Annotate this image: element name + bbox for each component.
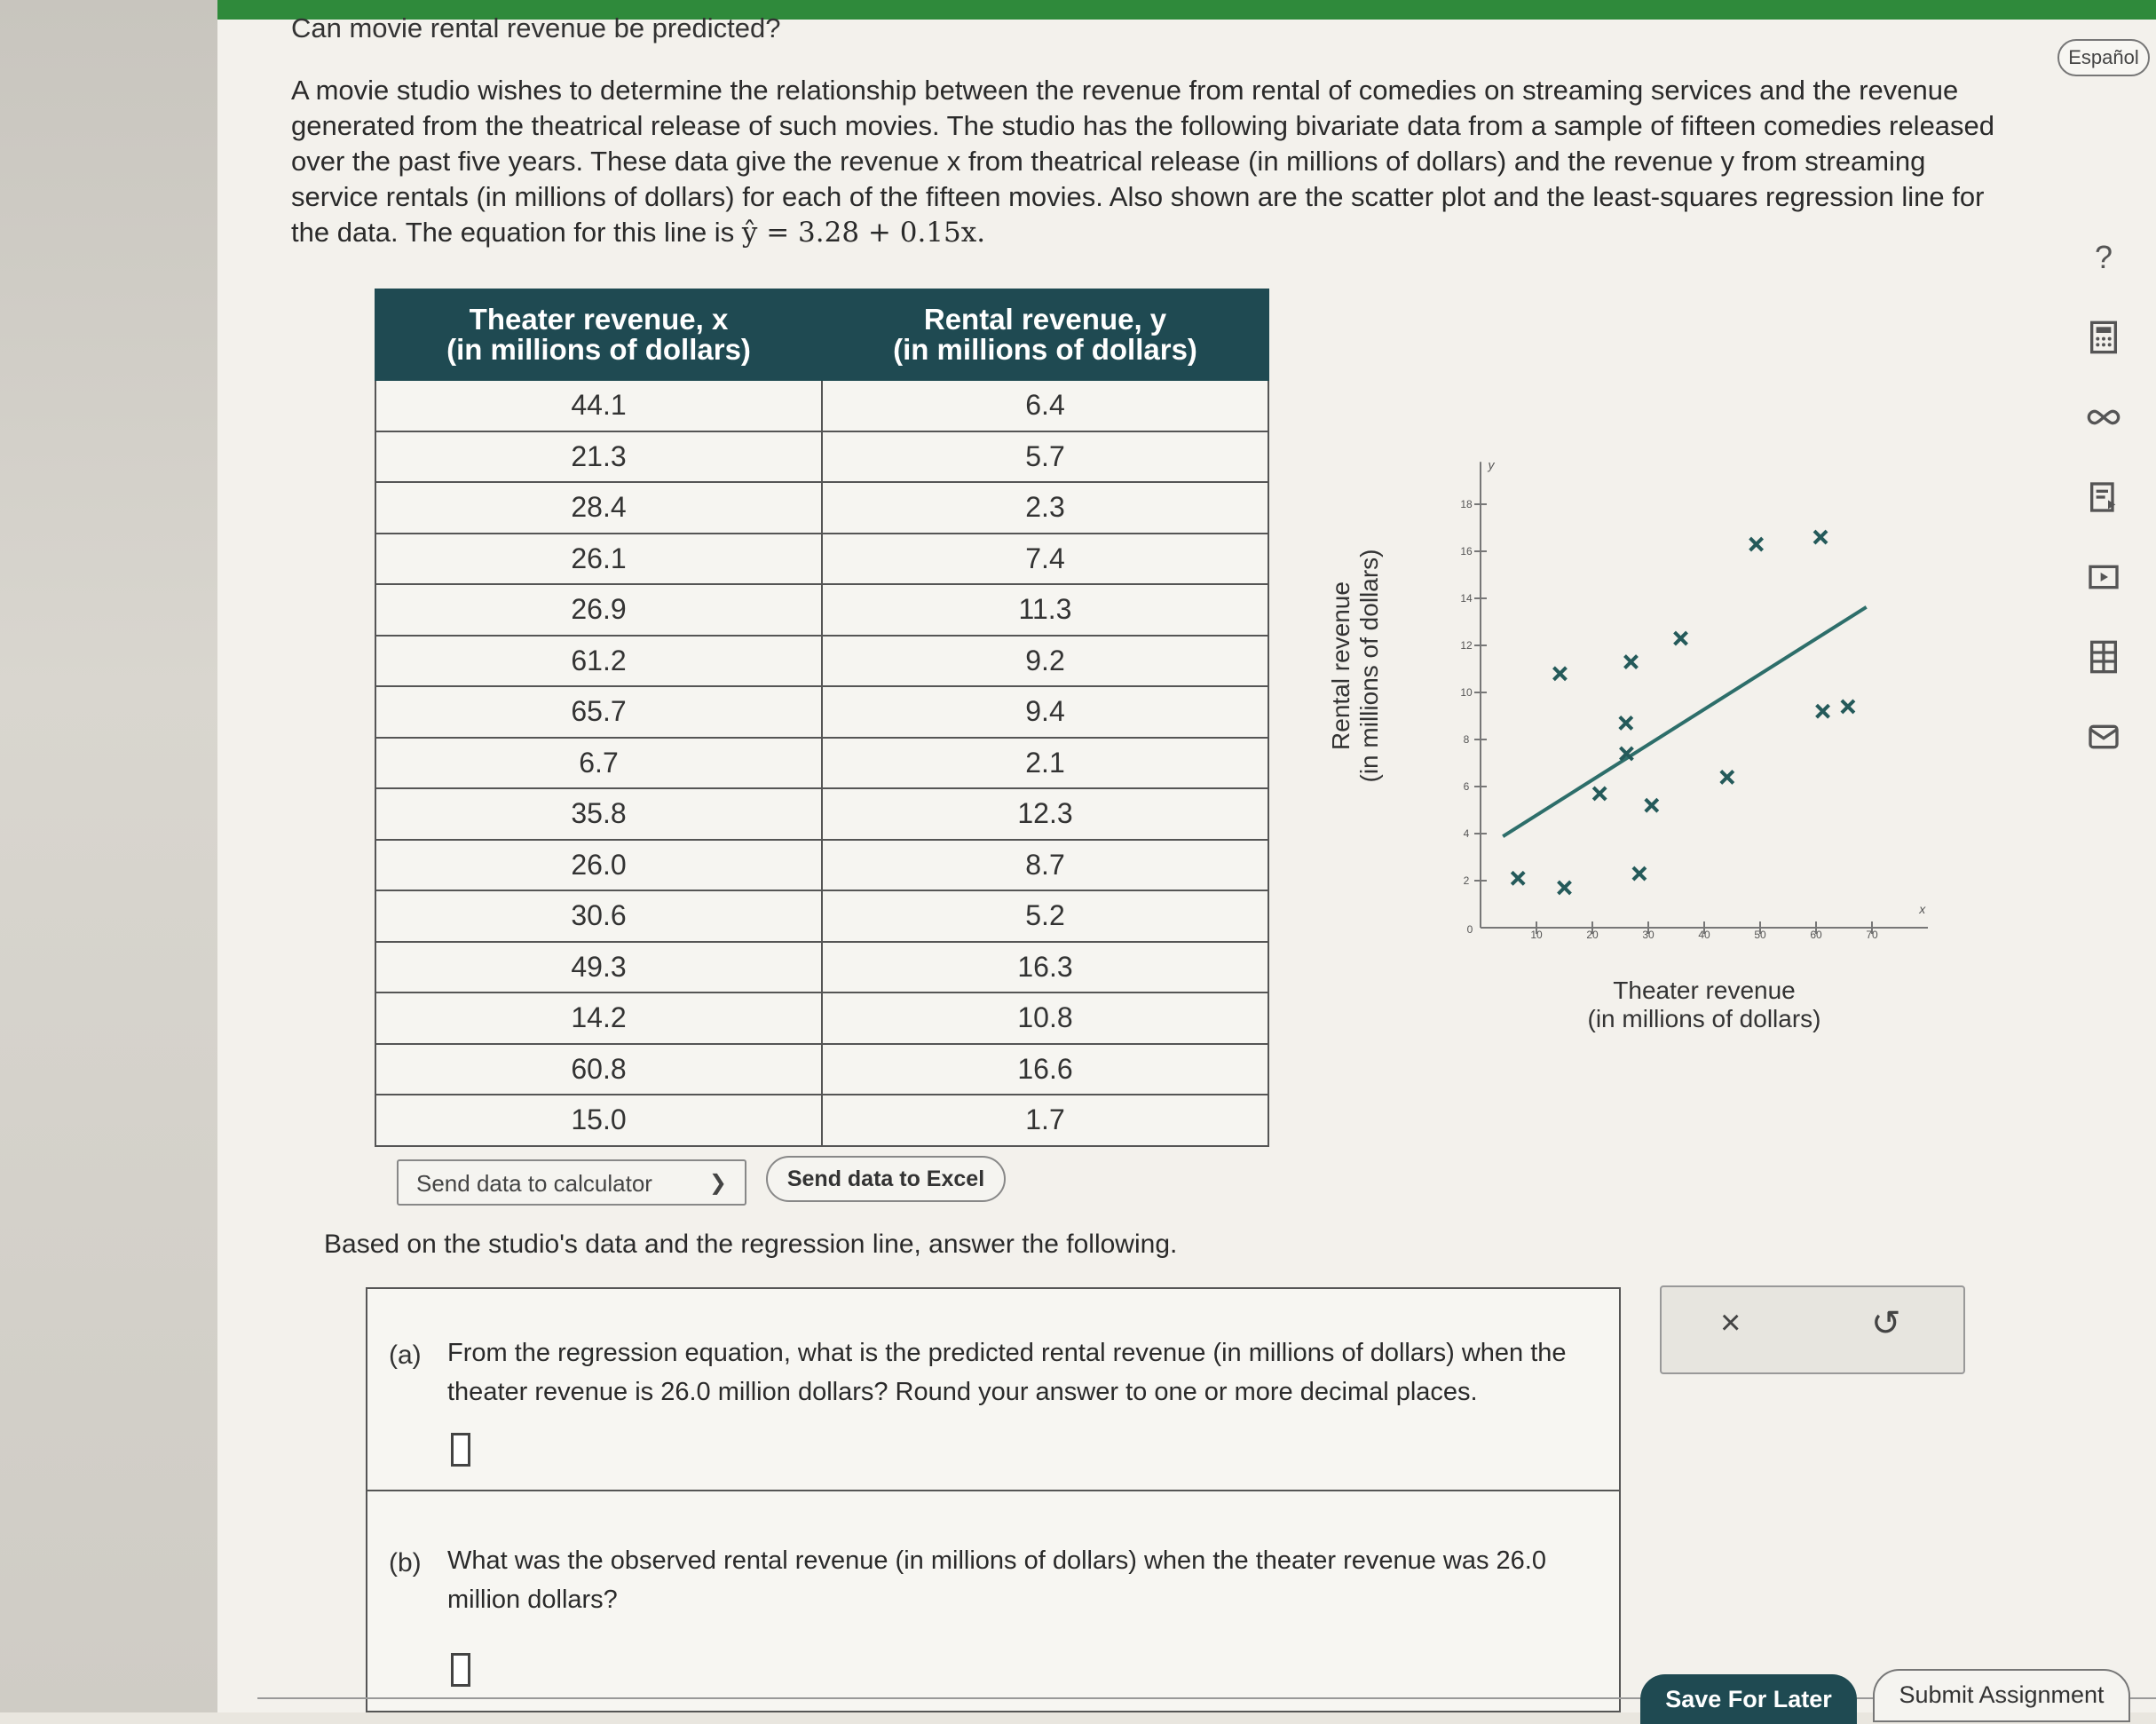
- table-row: [375, 942, 1268, 993]
- question-b-label: (b): [389, 1548, 422, 1578]
- page-title: Can movie rental revenue be predicted?: [291, 12, 781, 43]
- y-tick-label: 16: [1460, 545, 1473, 558]
- theater-revenue-cell: 60.8: [375, 1044, 822, 1095]
- y-tick-label: 2: [1463, 874, 1470, 887]
- origin-label: 0: [1466, 923, 1473, 936]
- rental-revenue-cell: 5.7: [822, 431, 1268, 483]
- submit-assignment-button[interactable]: Submit Assignment: [1873, 1669, 2130, 1722]
- data-point: [1559, 882, 1571, 894]
- rental-revenue-cell: 9.2: [822, 636, 1268, 687]
- theater-revenue-cell: 49.3: [375, 942, 822, 993]
- header-rental-line2: (in millions of dollars): [893, 333, 1197, 366]
- table-row: [375, 584, 1268, 636]
- data-point: [1633, 867, 1646, 880]
- x-axis-symbol: x: [1919, 902, 1926, 916]
- table-row: [375, 1044, 1268, 1095]
- help-icon[interactable]: ?: [2094, 239, 2113, 275]
- table-row: [375, 636, 1268, 687]
- data-point: [1721, 771, 1733, 783]
- data-table-icon[interactable]: [2077, 630, 2130, 684]
- y-tick-label: 10: [1460, 686, 1473, 699]
- instructions-text: Based on the studio's data and the regression line, answer the following.: [324, 1230, 1178, 1259]
- send-to-calculator-label: Send data to calculator: [416, 1170, 652, 1197]
- data-point: [1842, 700, 1854, 713]
- table-row: [375, 1095, 1268, 1146]
- rental-revenue-cell: 16.3: [822, 942, 1268, 993]
- header-theater-line1: Theater revenue, x: [469, 303, 729, 336]
- y-axis-symbol: y: [1488, 457, 1495, 472]
- data-point: [1750, 538, 1763, 550]
- rental-revenue-cell: 12.3: [822, 788, 1268, 840]
- send-to-calculator-select[interactable]: [397, 1159, 746, 1206]
- x-tick-label: 40: [1698, 929, 1710, 941]
- table-row: [375, 992, 1268, 1044]
- data-point: [1593, 787, 1606, 800]
- rental-revenue-cell: 9.4: [822, 686, 1268, 738]
- calculator-icon[interactable]: [2077, 311, 2130, 364]
- table-row: [375, 890, 1268, 942]
- intro-text: A movie studio wishes to determine the relationship between the revenue from rental of comedies on streaming services and the revenue generated from the theatrical release of such movies. The studio has the following bivariate data from a sample of fifteen comedies released over the past five years. These data give the revenue x from theatrical release (in millions of dollars) and the revenue y from streaming service rentals (in millions of dollars) for each of the fifteen movies. Also shown are the scatter plot and the least-squares regression line for the data. The equation for this line is: [291, 75, 1995, 248]
- question-box: [366, 1287, 1621, 1712]
- theater-revenue-cell: 14.2: [375, 992, 822, 1044]
- data-point: [1512, 872, 1524, 884]
- infinity-icon[interactable]: [2077, 391, 2130, 444]
- answer-a-input[interactable]: [451, 1433, 470, 1467]
- theater-revenue-cell: 65.7: [375, 686, 822, 738]
- question-a: [367, 1289, 1619, 1491]
- answer-b-input[interactable]: [451, 1653, 470, 1687]
- theater-revenue-cell: 26.1: [375, 534, 822, 585]
- theater-revenue-cell: 44.1: [375, 380, 822, 431]
- rental-revenue-cell: 1.7: [822, 1095, 1268, 1146]
- ebook-icon[interactable]: [2077, 471, 2130, 524]
- data-table: [375, 289, 1269, 1147]
- rental-revenue-cell: 5.2: [822, 890, 1268, 942]
- x-tick-label: 10: [1530, 929, 1543, 941]
- y-axis-label: Rental revenue: [1327, 581, 1354, 750]
- theater-revenue-cell: 30.6: [375, 890, 822, 942]
- y-tick-label: 6: [1463, 780, 1470, 793]
- undo-icon[interactable]: ↺: [1871, 1304, 1901, 1343]
- x-tick-label: 30: [1642, 929, 1655, 941]
- send-to-excel-button[interactable]: Send data to Excel: [766, 1156, 1006, 1202]
- x-axis-label: Theater revenue: [1613, 977, 1796, 1004]
- clear-icon[interactable]: ×: [1720, 1303, 1741, 1342]
- table-row: [375, 482, 1268, 534]
- y-axis-label-2: (in millions of dollars): [1355, 549, 1383, 783]
- x-tick-label: 50: [1754, 929, 1766, 941]
- theater-revenue-cell: 26.0: [375, 840, 822, 891]
- chevron-down-icon: ❯: [708, 1171, 727, 1195]
- x-tick-label: 70: [1866, 929, 1878, 941]
- regression-equation: ŷ = 3.28 + 0.15x.: [741, 217, 986, 249]
- x-tick-label: 20: [1586, 929, 1599, 941]
- data-point: [1814, 531, 1827, 543]
- y-tick-label: 18: [1460, 498, 1473, 510]
- rental-revenue-cell: 16.6: [822, 1044, 1268, 1095]
- save-for-later-button[interactable]: Save For Later: [1640, 1674, 1857, 1724]
- data-point: [1675, 632, 1687, 645]
- video-icon[interactable]: [2077, 550, 2130, 604]
- mail-icon[interactable]: [2077, 710, 2130, 763]
- y-tick-label: 4: [1463, 827, 1470, 840]
- question-a-text: From the regression equation, what is the predicted rental revenue (in millions of dollars) when the theater revenue is 26.0 million dollars? Round your answer to one or more decimal places.: [447, 1339, 1567, 1406]
- intro-paragraph: [291, 73, 2013, 250]
- table-row: [375, 534, 1268, 585]
- side-toolbar: [2077, 231, 2139, 790]
- header-theater: [375, 289, 822, 380]
- data-point: [1620, 716, 1632, 729]
- header-rental: [822, 289, 1268, 380]
- table-row: [375, 840, 1268, 891]
- rental-revenue-cell: 11.3: [822, 584, 1268, 636]
- y-tick-label: 12: [1460, 639, 1473, 652]
- theater-revenue-cell: 6.7: [375, 738, 822, 789]
- rental-revenue-cell: 7.4: [822, 534, 1268, 585]
- rental-revenue-cell: 2.1: [822, 738, 1268, 789]
- data-point: [1553, 668, 1566, 680]
- theater-revenue-cell: 35.8: [375, 788, 822, 840]
- x-axis-label-2: (in millions of dollars): [1587, 1005, 1821, 1032]
- rental-revenue-cell: 8.7: [822, 840, 1268, 891]
- theater-revenue-cell: 21.3: [375, 431, 822, 483]
- question-a-label: (a): [389, 1340, 422, 1370]
- table-body: [375, 380, 1268, 1146]
- theater-revenue-cell: 61.2: [375, 636, 822, 687]
- x-tick-label: 60: [1810, 929, 1822, 941]
- theater-revenue-cell: 28.4: [375, 482, 822, 534]
- data-point: [1624, 656, 1637, 668]
- scatter-plot: [1327, 444, 1953, 1056]
- answer-actions: [1660, 1285, 1965, 1374]
- y-tick-label: 8: [1463, 733, 1470, 746]
- header-rental-line1: Rental revenue, y: [923, 303, 1167, 336]
- data-point: [1817, 705, 1829, 717]
- table-row: [375, 431, 1268, 483]
- data-point: [1646, 799, 1658, 811]
- language-button[interactable]: Español: [2057, 39, 2150, 76]
- theater-revenue-cell: 26.9: [375, 584, 822, 636]
- left-gutter: [0, 0, 217, 1712]
- table-row: [375, 686, 1268, 738]
- rental-revenue-cell: 10.8: [822, 992, 1268, 1044]
- rental-revenue-cell: 6.4: [822, 380, 1268, 431]
- rental-revenue-cell: 2.3: [822, 482, 1268, 534]
- table-row: [375, 738, 1268, 789]
- theater-revenue-cell: 15.0: [375, 1095, 822, 1146]
- question-b-text: What was the observed rental revenue (in millions of dollars) when the theater revenue was 26.0 million dollars?: [447, 1546, 1546, 1614]
- header-theater-line2: (in millions of dollars): [446, 333, 751, 366]
- bottom-divider: [257, 1697, 2156, 1699]
- table-row: [375, 380, 1268, 431]
- table-row: [375, 788, 1268, 840]
- y-tick-label: 14: [1460, 592, 1473, 605]
